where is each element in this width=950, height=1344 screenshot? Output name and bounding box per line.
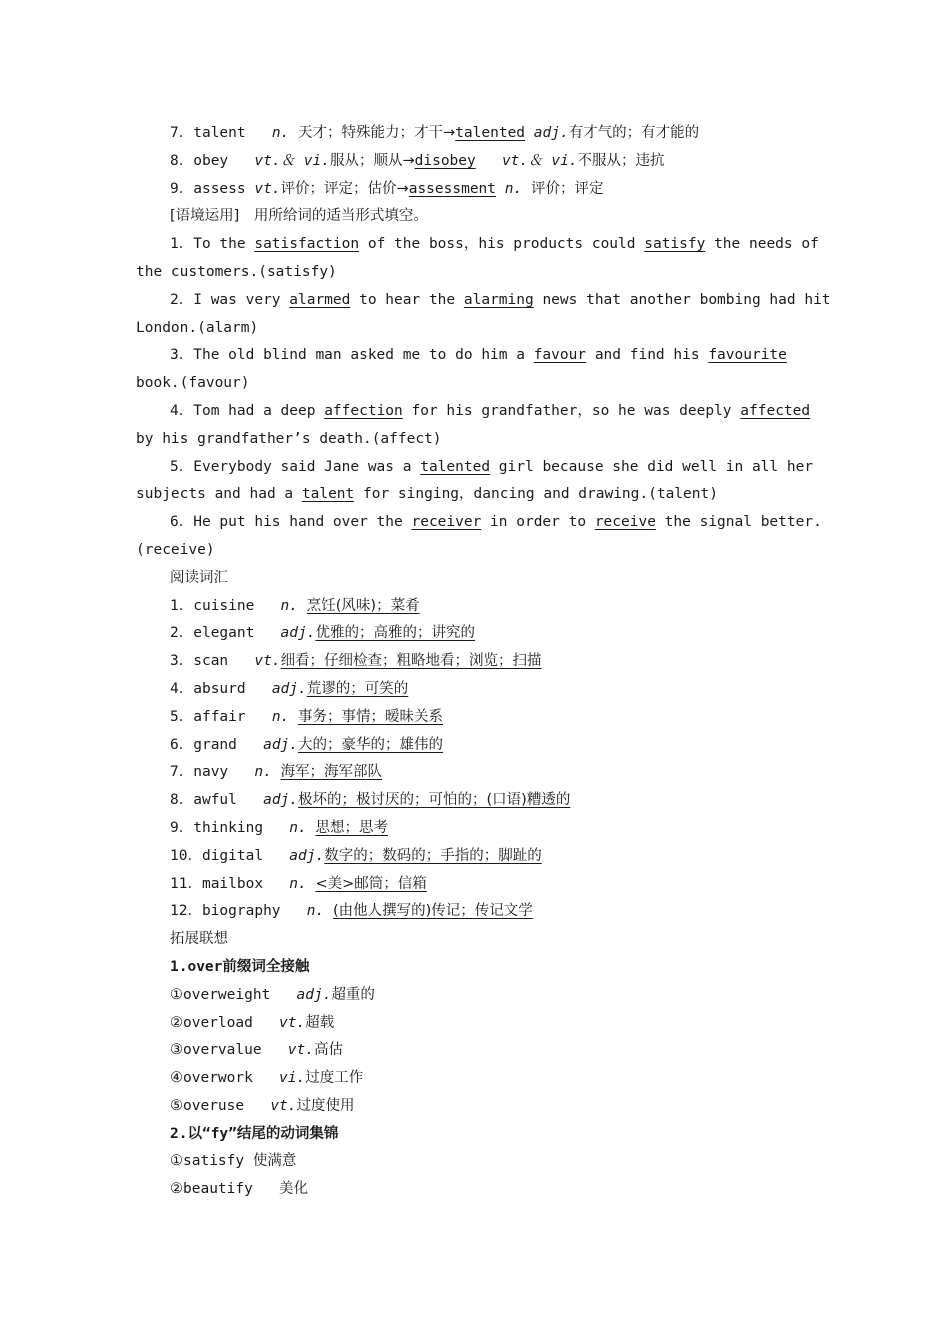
answer-blank: (由他人撰写的)传记；传记文学 [332,903,533,920]
answer-blank: receive [594,514,656,531]
answer-blank: favour [533,347,587,364]
reading-vocab-item: 12．biography n. (由他人撰写的)传记；传记文学 [170,903,533,920]
context-heading: [语境运用] 用所给词的适当形式填空。 [170,208,428,225]
answer-blank: 海军；海军部队 [280,764,383,781]
exercise-line: 5．Everybody said Jane was a talented girl because she did well in all her [170,458,814,475]
answer-blank: 细看；仔细检查；粗略地看；浏览；扫描 [280,653,542,670]
answer-blank: assessment [408,180,497,197]
answer-blank: 烹饪(风味)；菜肴 [306,597,420,614]
exercise-line: 6．He put his hand over the receiver in order to receive the signal better. [170,514,822,531]
answer-blank: alarmed [289,291,351,308]
answer-blank: 荒谬的；可笑的 [306,680,409,697]
answer-blank: 大的；豪华的；雄伟的 [298,736,444,753]
exercise-line: 1．To the satisfaction of the boss，his products could satisfy the needs of [170,236,819,253]
over-word-item: ④overwork vi.过度工作 [170,1070,364,1087]
answer-blank: talent [301,486,355,503]
answer-blank: 思想；思考 [315,819,388,836]
over-prefix-heading: 1.over前缀词全接触 [170,958,310,975]
over-word-item: ③overvalue vt.高估 [170,1042,343,1059]
exercise-line: 2．I was very alarmed to hear the alarming news that another bombing had hit [170,291,831,308]
answer-blank: affection [324,402,403,419]
reading-heading: 阅读词汇 [170,569,228,586]
exercise-line: 3．The old blind man asked me to do him a favour and find his favourite [170,347,787,364]
reading-vocab-item: 10．digital adj.数字的；数码的；手指的；脚趾的 [170,847,542,864]
reading-vocab-item: 9．thinking n. 思想；思考 [170,819,388,836]
reading-vocab-item: 3．scan vt.细看；仔细检查；粗略地看；浏览；扫描 [170,653,542,670]
answer-blank: 极坏的；极讨厌的；可怕的；(口语)糟透的 [298,792,571,809]
reading-vocab-item: 8．awful adj.极坏的；极讨厌的；可怕的；(口语)糟透的 [170,792,571,809]
answer-blank: 事务；事情；暧昧关系 [298,708,444,725]
answer-blank: receiver [411,514,482,531]
answer-blank: affected [740,402,811,419]
exercise-continuation: by his grandfather’s death.(affect) [136,430,442,447]
answer-blank: alarming [463,291,534,308]
fy-word-item: ①satisfy 使满意 [170,1153,297,1170]
reading-vocab-item: 2．elegant adj.优雅的；高雅的；讲究的 [170,625,475,642]
reading-vocab-item: 5．affair n. 事务；事情；暧昧关系 [170,708,444,725]
exercise-continuation: book.(favour) [136,375,250,392]
over-word-item: ②overload vt.超载 [170,1014,335,1031]
answer-blank: favourite [708,347,787,364]
exercise-continuation: the customers.(satisfy) [136,263,337,280]
over-word-item: ⑤overuse vt.过度使用 [170,1097,355,1114]
extension-heading: 拓展联想 [170,931,228,948]
vocab-item: 8．obey vt.＆ vi.服从；顺从→disobey vt.＆ vi.不服从；违抗 [170,152,665,169]
reading-vocab-item: 1．cuisine n. 烹饪(风味)；菜肴 [170,597,420,614]
answer-blank: <美>邮筒；信箱 [315,875,427,892]
reading-vocab-item: 11．mailbox n. <美>邮筒；信箱 [170,875,427,892]
answer-blank: satisfy [644,236,706,253]
document-page [0,120,950,1204]
exercise-line: 4．Tom had a deep affection for his grandfather，so he was deeply affected [170,402,811,419]
answer-blank: 数字的；数码的；手指的；脚趾的 [324,847,542,864]
reading-vocab-item: 4．absurd adj.荒谬的；可笑的 [170,680,409,697]
vocab-item: 9．assess vt.评价；评定；估价→assessment n. 评价；评定 [170,180,604,197]
exercise-continuation: (receive) [136,541,215,558]
over-word-item: ①overweight adj.超重的 [170,986,375,1003]
reading-vocab-item: 7．navy n. 海军；海军部队 [170,764,383,781]
answer-blank: talented [420,458,491,475]
answer-blank: disobey [414,152,476,169]
fy-word-item: ②beautify 美化 [170,1181,309,1198]
vocab-item: 7．talent n. 天才；特殊能力；才干→talented adj.有才气的；有才能的 [170,125,700,141]
answer-blank: satisfaction [254,236,360,253]
answer-blank: 优雅的；高雅的；讲究的 [315,625,475,642]
exercise-continuation: subjects and had a talent for singing，dancing and drawing.(talent) [136,486,718,503]
exercise-continuation: London.(alarm) [136,319,259,336]
reading-vocab-item: 6．grand adj.大的；豪华的；雄伟的 [170,736,444,753]
fy-suffix-heading: 2.以“fy”结尾的动词集锦 [170,1125,339,1142]
answer-blank: talented [455,125,526,141]
